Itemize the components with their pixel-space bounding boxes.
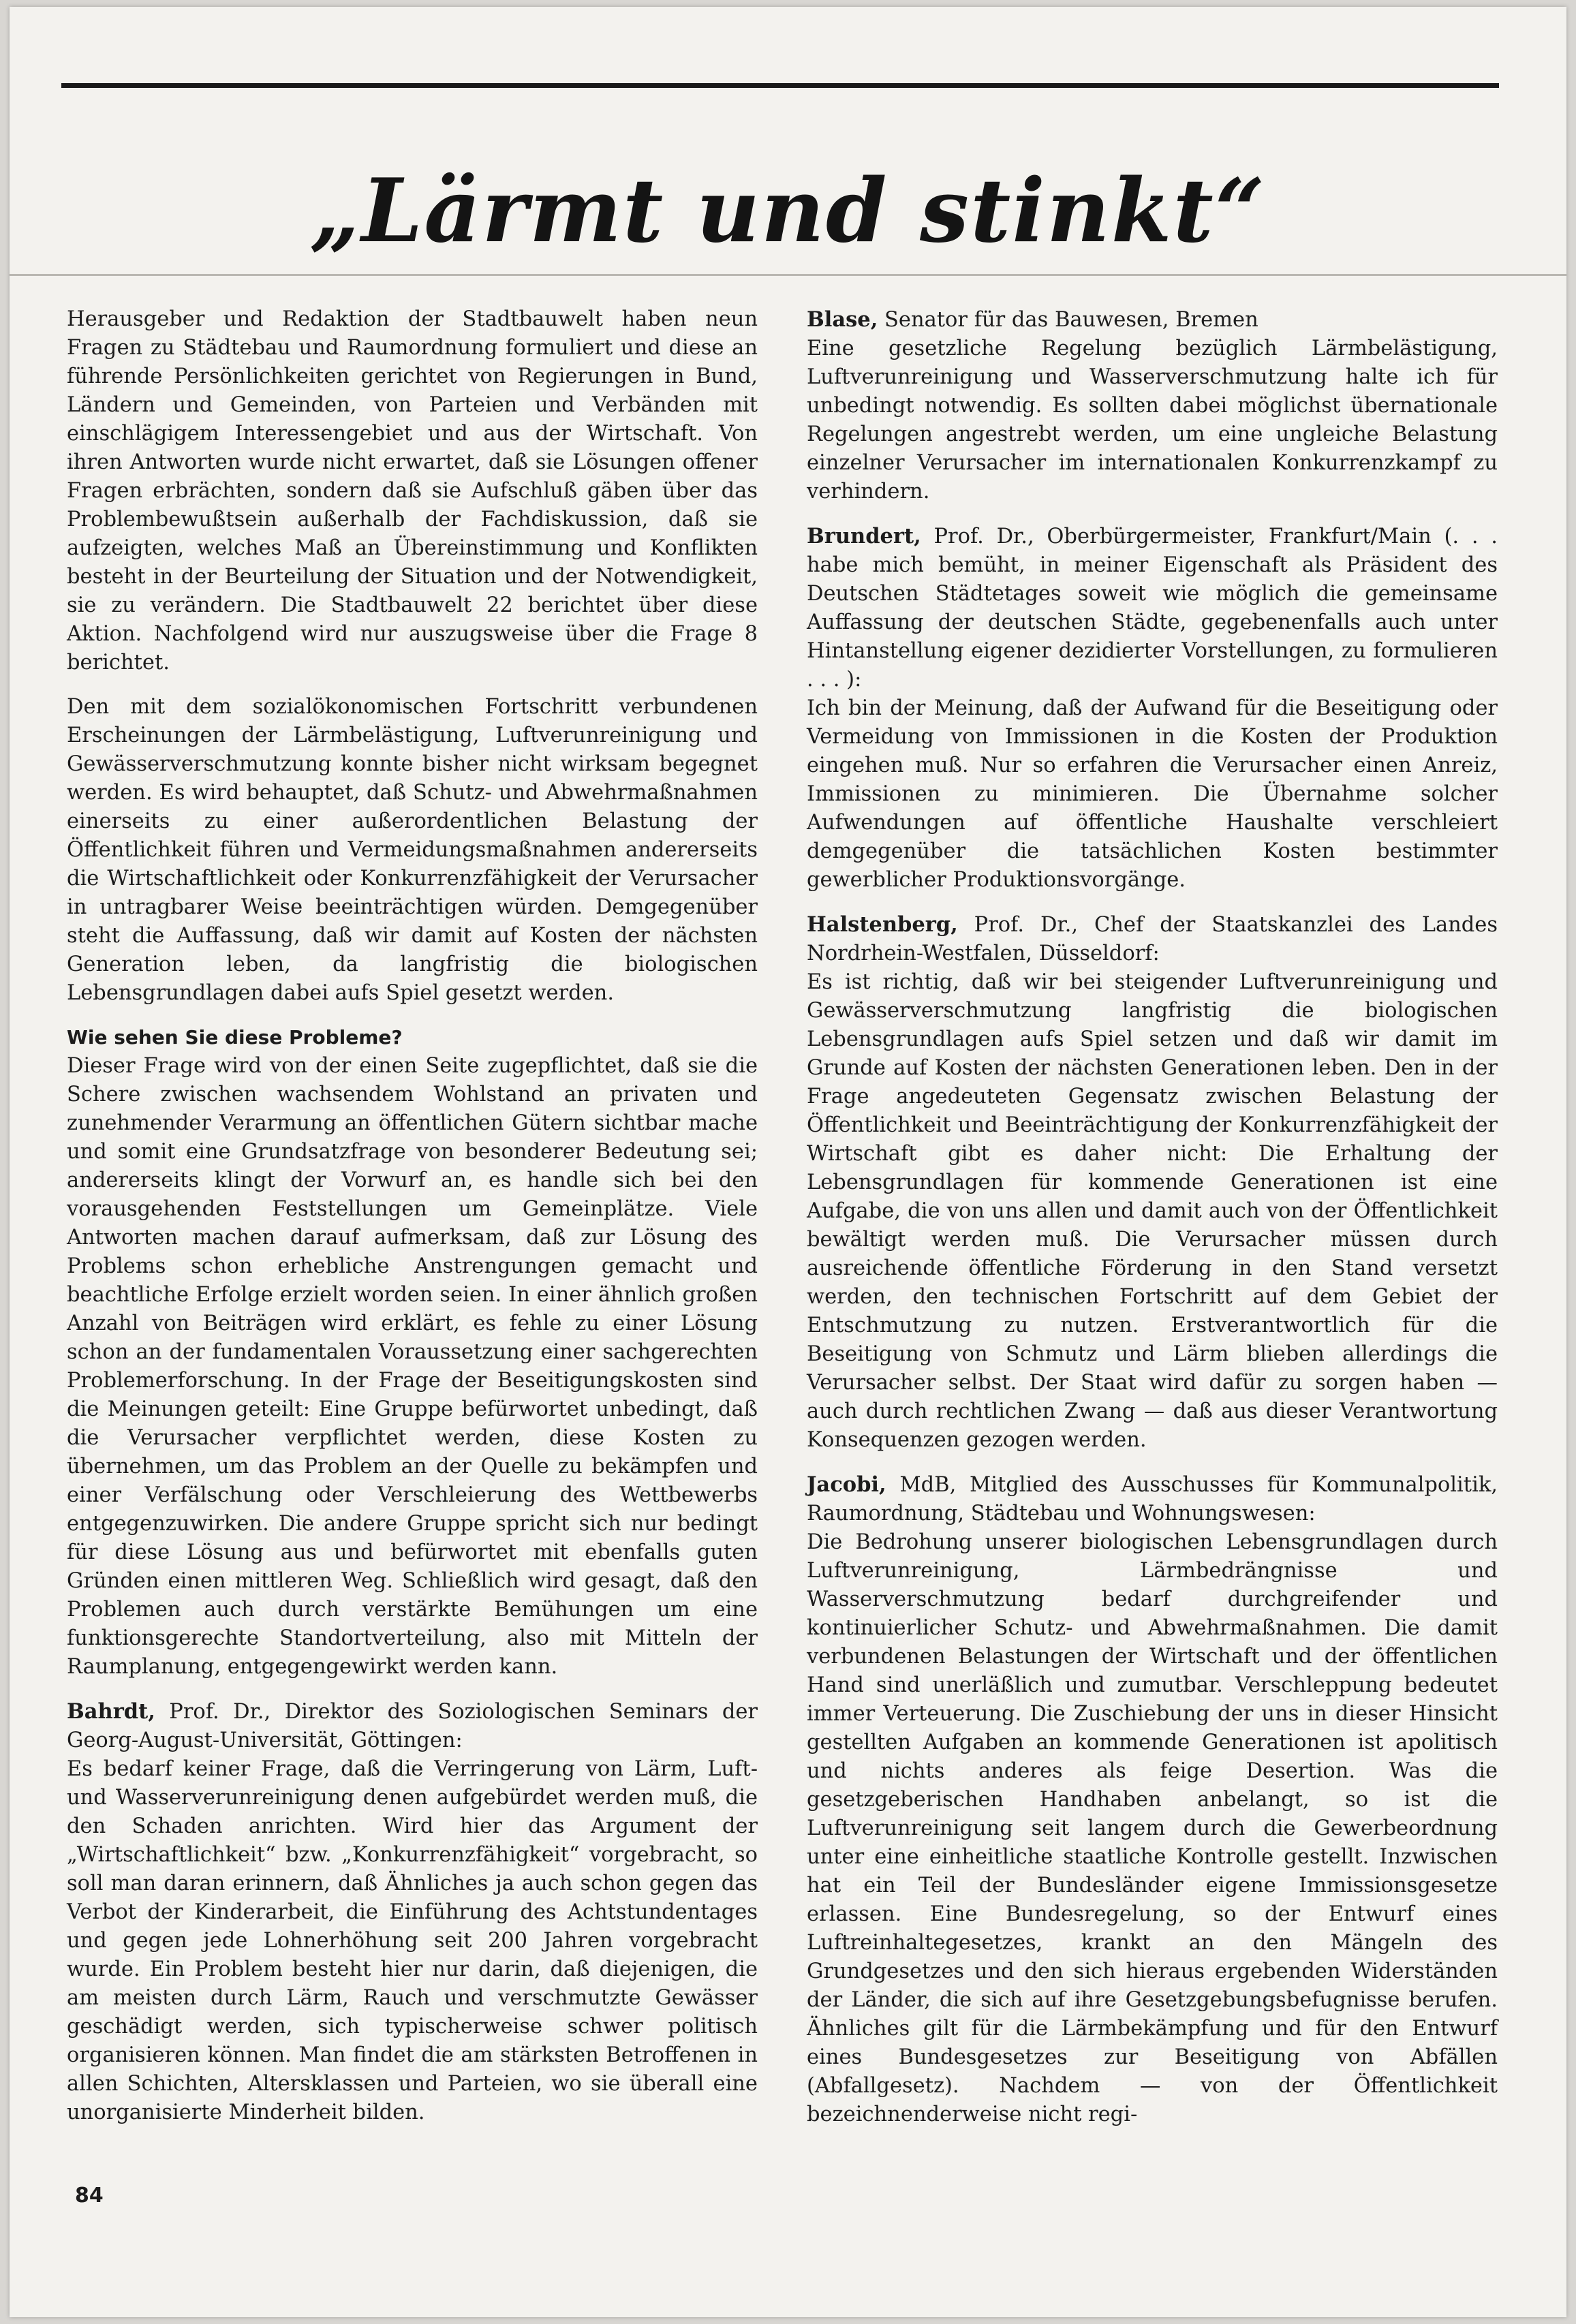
question-heading-text: Wie sehen Sie diese Probleme? bbox=[67, 1026, 403, 1049]
respondent-role: Senator für das Bauwesen, Bremen bbox=[878, 308, 1258, 332]
page-number: 84 bbox=[75, 2184, 104, 2207]
answer-halstenberg: Es ist richtig, daß wir bei steigender Luftverunreinigung und Gewässerverschmutzung langfristig die biologischen Lebensgrundlagen aufs Spiel setzen und daß wir damit im Grunde auf Kosten der nächsten Generationen leben. Den in der Frage angedeuteten Gegensatz zwischen Belastung der Öffentlichkeit und Beeinträchtigung der Konkurrenzfähigkeit der Wirtschaft gibt es daher nicht: Die Erhaltung der Lebensgrundlagen für kommende Generationen ist eine Aufgabe, die von uns allen und damit auch von der Öffentlichkeit bewältigt werden muß. Die Verursacher müssen durch ausreichende öffentliche Förderung in den Stand versetzt werden, den technischen Fortschritt auf dem Gebiet der Entschmutzung zu nutzen. Erstverantwortlich für die Beseitigung von Schmutz und Lärm blieben allerdings die Verursacher selbst. Der Staat wird dafür zu sorgen haben — auch durch rechtlichen Zwang — daß aus dieser Verantwortung Konsequenzen gezogen werden. bbox=[807, 970, 1498, 1452]
article-title: „Lärmt und stinkt“ bbox=[309, 160, 1267, 262]
right-column bbox=[807, 305, 1498, 2145]
respondent-brundert bbox=[807, 522, 1498, 694]
question-heading bbox=[67, 1023, 758, 1052]
question-paragraph: Den mit dem sozialökonomischen Fortschritt verbundenen Erscheinungen der Lärmbelästigung, Luftverunreinigung und Gewässerverschmutzung konnte bisher nicht wirksam begegnet werden. Es wird behauptet, daß Schutz- und Abwehrmaßnahmen einerseits zu einer außerordentlichen Belastung der Öffentlichkeit führen und Vermeidungsmaßnahmen andererseits die Wirtschaftlichkeit oder Konkurrenzfähigkeit der Verursacher in untragbarer Weise beeinträchtigen würden. Demgegenüber steht die Auffassung, daß wir damit auf Kosten der nächsten Generation leben, da langfristig die biologischen Lebensgrundlagen dabei aufs Spiel gesetzt werden. bbox=[67, 695, 758, 1005]
answer-jacobi: Die Bedrohung unserer biologischen Lebensgrundlagen durch Luftverunreinigung, Lärmbedrängnisse und Wasserverschmutzung bedarf durchgreifender und kontinuierlicher Schutz- und Abwehrmaßnahmen. Die damit verbundenen Belastungen der Wirtschaft und der öffentlichen Hand sind unerläßlich und zumutbar. Verschleppung bedeutet immer Verteuerung. Die Zuschiebung der uns in dieser Hinsicht gestellten Aufgaben an kommende Generationen ist apolitisch und nichts anderes als feige Desertion. Was die gesetzgeberischen Handhaben anbelangt, so ist die Luftverunreinigung seit langem durch die Gewerbeordnung unter eine einheitliche staatliche Kontrolle gestellt. Inzwischen hat ein Teil der Bundesländer eigene Immissionsgesetze erlassen. Eine Bundesregelung, so der Entwurf eines Luftreinhaltegesetzes, krankt an den Mängeln des Grundgesetzes und den sich hieraus ergebenden Widerständen der Länder, die sich auf ihre Gesetzgebungsbefugnisse berufen. Ähnliches gilt für die Lärmbekämpfung und für den Entwurf eines Bundesgesetzes zur Beseitigung von Abfällen (Abfallgesetz). Nachdem — von der Öffentlichkeit bezeichnenderweise nicht regi- bbox=[807, 1530, 1498, 2126]
header-rule bbox=[61, 83, 1499, 88]
intro-paragraph: Herausgeber und Redaktion der Stadtbauwelt haben neun Fragen zu Städtebau und Raumordnung formuliert und diese an führende Persönlichkeiten gerichtet von Regierungen in Bund, Ländern und Gemeinden, von Parteien und Verbänden mit einschlägigem Interessengebiet und aus der Wirtschaft. Von ihren Antworten wurde nicht erwartet, daß sie Lösungen offener Fragen erbrächten, sondern daß sie Aufschluß gäben über das Problembewußtsein außerhalb der Fachdiskussion, daß sie aufzeigten, welches Maß an Übereinstimmung und Konflikten besteht in der Beurteilung der Situation und der Notwendigkeit, sie zu verändern. Die Stadtbauwelt 22 berichtet über diese Aktion. Nachfolgend wird nur auszugsweise über die Frage 8 berichtet. bbox=[67, 307, 758, 675]
respondent-halstenberg bbox=[807, 910, 1498, 968]
title-divider bbox=[10, 274, 1566, 276]
respondent-bahrdt bbox=[67, 1697, 758, 1755]
magazine-page bbox=[10, 7, 1566, 2317]
respondent-name: Brundert, bbox=[807, 524, 921, 548]
respondent-name: Jacobi, bbox=[807, 1472, 886, 1497]
respondent-role: Prof. Dr., Direktor des Soziologischen Seminars der Georg-August-Universität, Göttingen: bbox=[67, 1700, 758, 1752]
answer-brundert: Ich bin der Meinung, daß der Aufwand für die Beseitigung oder Vermeidung von Immissionen in die Kosten der Produktion eingehen muß. Nur so erfahren die Verursacher einen Anreiz, Immissionen zu minimieren. Die Übernahme solcher Aufwendungen auf öffentliche Haushalte verschleiert demgegenüber die tatsächlichen Kosten bestimmter gewerblicher Produktionsvorgänge. bbox=[807, 696, 1498, 892]
summary-paragraph: Dieser Frage wird von der einen Seite zugepflichtet, daß sie die Schere zwischen wachsendem Wohlstand an privaten und zunehmender Verarmung an öffentlichen Gütern sichtbar mache und somit eine Grundsatzfrage von besonderer Bedeutung sei; andererseits klingt der Vorwurf an, es handle sich bei den vorausgehenden Feststellungen um Gemeinplätze. Viele Antworten machen darauf aufmerksam, daß zur Lösung des Problems schon erhebliche Anstrengungen gemacht und beachtliche Erfolge erzielt worden seien. In einer ähnlich großen Anzahl von Beiträgen wird erklärt, es fehle zu einer Lösung schon an der fundamentalen Voraussetzung einer sachgerechten Problemerforschung. In der Frage der Beseitigungskosten sind die Meinungen geteilt: Eine Gruppe befürwortet unbedingt, daß die Verursacher verpflichtet werden, diese Kosten zu übernehmen, um das Problem an der Quelle zu bekämpfen und einer Verfälschung oder Verschleierung des Wettbewerbs entgegenzuwirken. Die andere Gruppe spricht sich nur bedingt für diese Lösung aus und befürwortet mit ebenfalls guten Gründen einen mittleren Weg. Schließlich wird gesagt, daß den Problemen auch durch verstärkte Bemühungen um eine funktionsgerechte Standortverteilung, also mit Mitteln der Raumplanung, entgegengewirkt werden kann. bbox=[67, 1054, 758, 1679]
respondent-role: Prof. Dr., Chef der Staatskanzlei des Landes Nordrhein-Westfalen, Düsseldorf: bbox=[807, 913, 1498, 965]
answer-bahrdt: Es bedarf keiner Frage, daß die Verringerung von Lärm, Luft- und Wasserverunreinigung denen aufgebürdet werden muß, die den Schaden anrichten. Wird hier das Argument der „Wirtschaftlichkeit“ bzw. „Konkurrenzfähigkeit“ vorgebracht, so soll man daran erinnern, daß Ähnliches ja auch schon gegen das Verbot der Kinderarbeit, die Einführung des Achtstundentages und gegen jede Lohnerhöhung seit 200 Jahren vorgebracht wurde. Ein Problem besteht hier nur darin, daß diejenigen, die am meisten durch Lärm, Rauch und verschmutzte Gewässer geschädigt werden, sich typischerweise schwer politisch organisieren können. Man findet die am stärksten Betroffenen in allen Schichten, Altersklassen und Parteien, wo sie überall eine unorganisierte Minderheit bilden. bbox=[67, 1757, 758, 2124]
respondent-role: Prof. Dr., Oberbürgermeister, Frankfurt/Main (. . . habe mich bemüht, in meiner Eigenschaft als Präsident des Deutschen Städtetages soweit wie möglich die gemeinsame Auffassung der deutschen Städte, gegebenenfalls auch unter Hintanstellung eigener dezidierter Vorstellungen, zu formulieren . . . ): bbox=[807, 525, 1498, 692]
respondent-blase bbox=[807, 305, 1498, 335]
respondent-name: Halstenberg, bbox=[807, 912, 958, 937]
respondent-name: Bahrdt, bbox=[67, 1699, 155, 1724]
respondent-role: MdB, Mitglied des Ausschusses für Kommunalpolitik, Raumordnung, Städtebau und Wohnungswesen: bbox=[807, 1473, 1498, 1525]
respondent-name: Blase, bbox=[807, 307, 878, 332]
respondent-jacobi bbox=[807, 1470, 1498, 1528]
left-column bbox=[67, 305, 758, 2143]
answer-blase: Eine gesetzliche Regelung bezüglich Lärmbelästigung, Luftverunreinigung und Wasserverschmutzung halte ich für unbedingt notwendig. Es sollten dabei möglichst übernationale Regelungen angestrebt werden, um eine ungleiche Belastung einzelner Verursacher im internationalen Konkurrenzkampf zu verhindern. bbox=[807, 337, 1498, 503]
